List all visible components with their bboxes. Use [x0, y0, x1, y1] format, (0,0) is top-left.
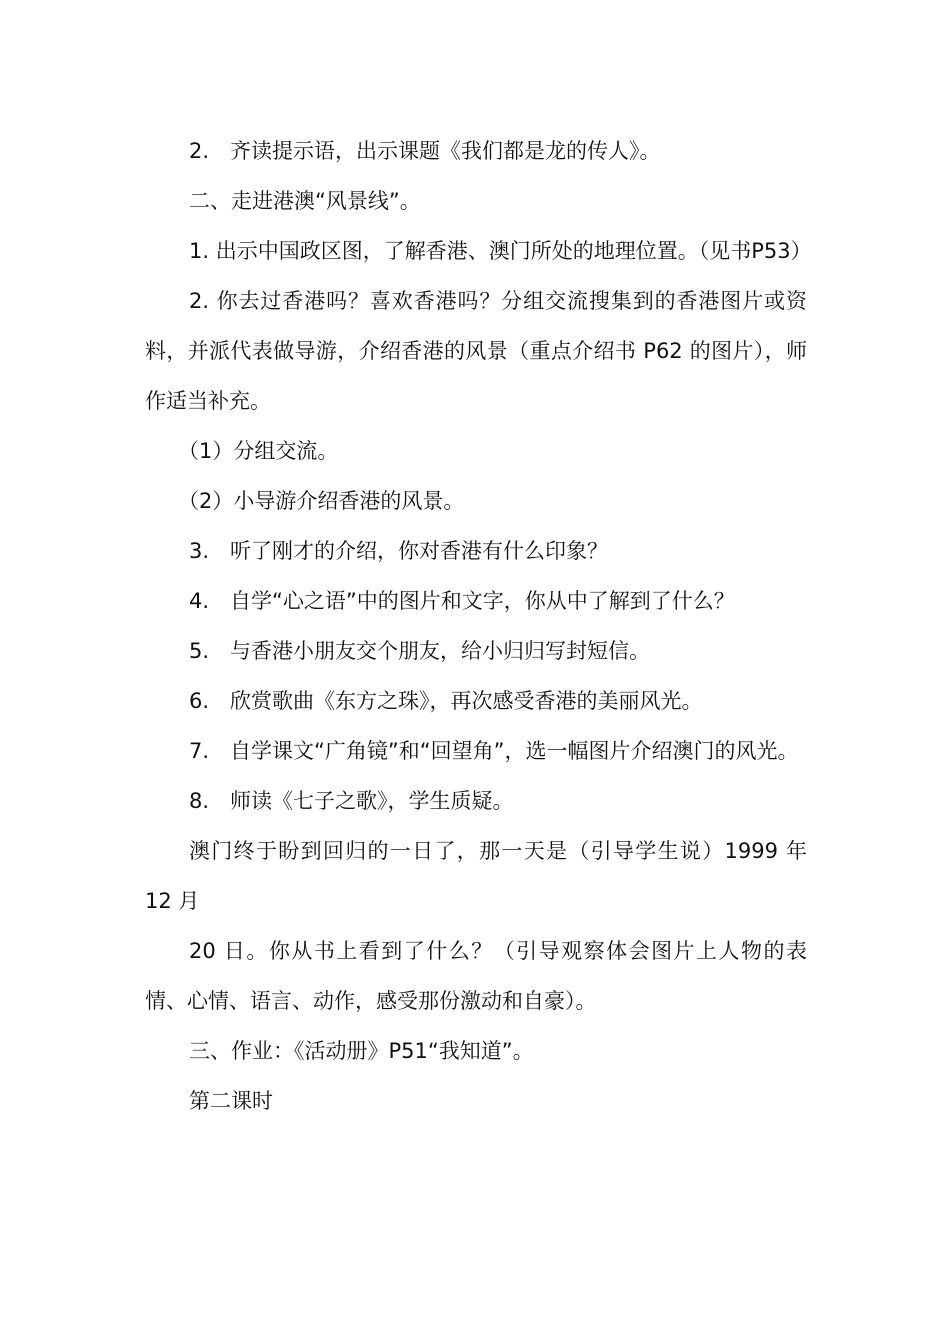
paragraph-sub-1: （1）分组交流。 [178, 439, 339, 463]
paragraph-step-7: 7. 自学课文“广角镜”和“回望角”，选一幅图片介绍澳门的风光。 [189, 739, 799, 763]
paragraph-step-6: 6. 欣赏歌曲《东方之珠》，再次感受香港的美丽风光。 [189, 689, 703, 713]
section-heading-second-lesson: 第二课时 [189, 1089, 273, 1113]
paragraph-step-2-title: 2. 齐读提示语，出示课题《我们都是龙的传人》。 [189, 139, 661, 163]
paragraph-step-3: 3. 听了刚才的介绍，你对香港有什么印象？ [189, 539, 609, 563]
paragraph-step-5: 5. 与香港小朋友交个朋友，给小归归写封短信。 [189, 639, 651, 663]
document-page [145, 126, 814, 1126]
paragraph-sub-2: （2）小导游介绍香港的风景。 [178, 489, 465, 513]
section-heading-scenery: 二、走进港澳“风景线”。 [189, 189, 421, 213]
section-heading-homework: 三、作业：《活动册》P51“我知道”。 [189, 1039, 534, 1063]
paragraph-step-4: 4. 自学“心之语”中的图片和文字，你从中了解到了什么？ [189, 589, 735, 613]
paragraph-macau-return: 澳门终于盼到回归的一日了，那一天是（引导学生说）1999 年 12 月 [145, 839, 814, 913]
paragraph-macau-date: 20 日。你从书上看到了什么？（引导观察体会图片上人物的表情、心情、语言、动作，感受那份激动和自豪）。 [145, 939, 807, 1013]
paragraph-step-8: 8. 师读《七子之歌》，学生质疑。 [189, 789, 514, 813]
paragraph-step-2-hongkong: 2. 你去过香港吗？喜欢香港吗？分组交流搜集到的香港图片或资料，并派代表做导游，介绍香港的风景（重点介绍书 P62 的图片），师作适当补充。 [145, 289, 807, 413]
paragraph-step-1-map: 1. 出示中国政区图，了解香港、澳门所处的地理位置。（见书P53） [189, 239, 812, 263]
